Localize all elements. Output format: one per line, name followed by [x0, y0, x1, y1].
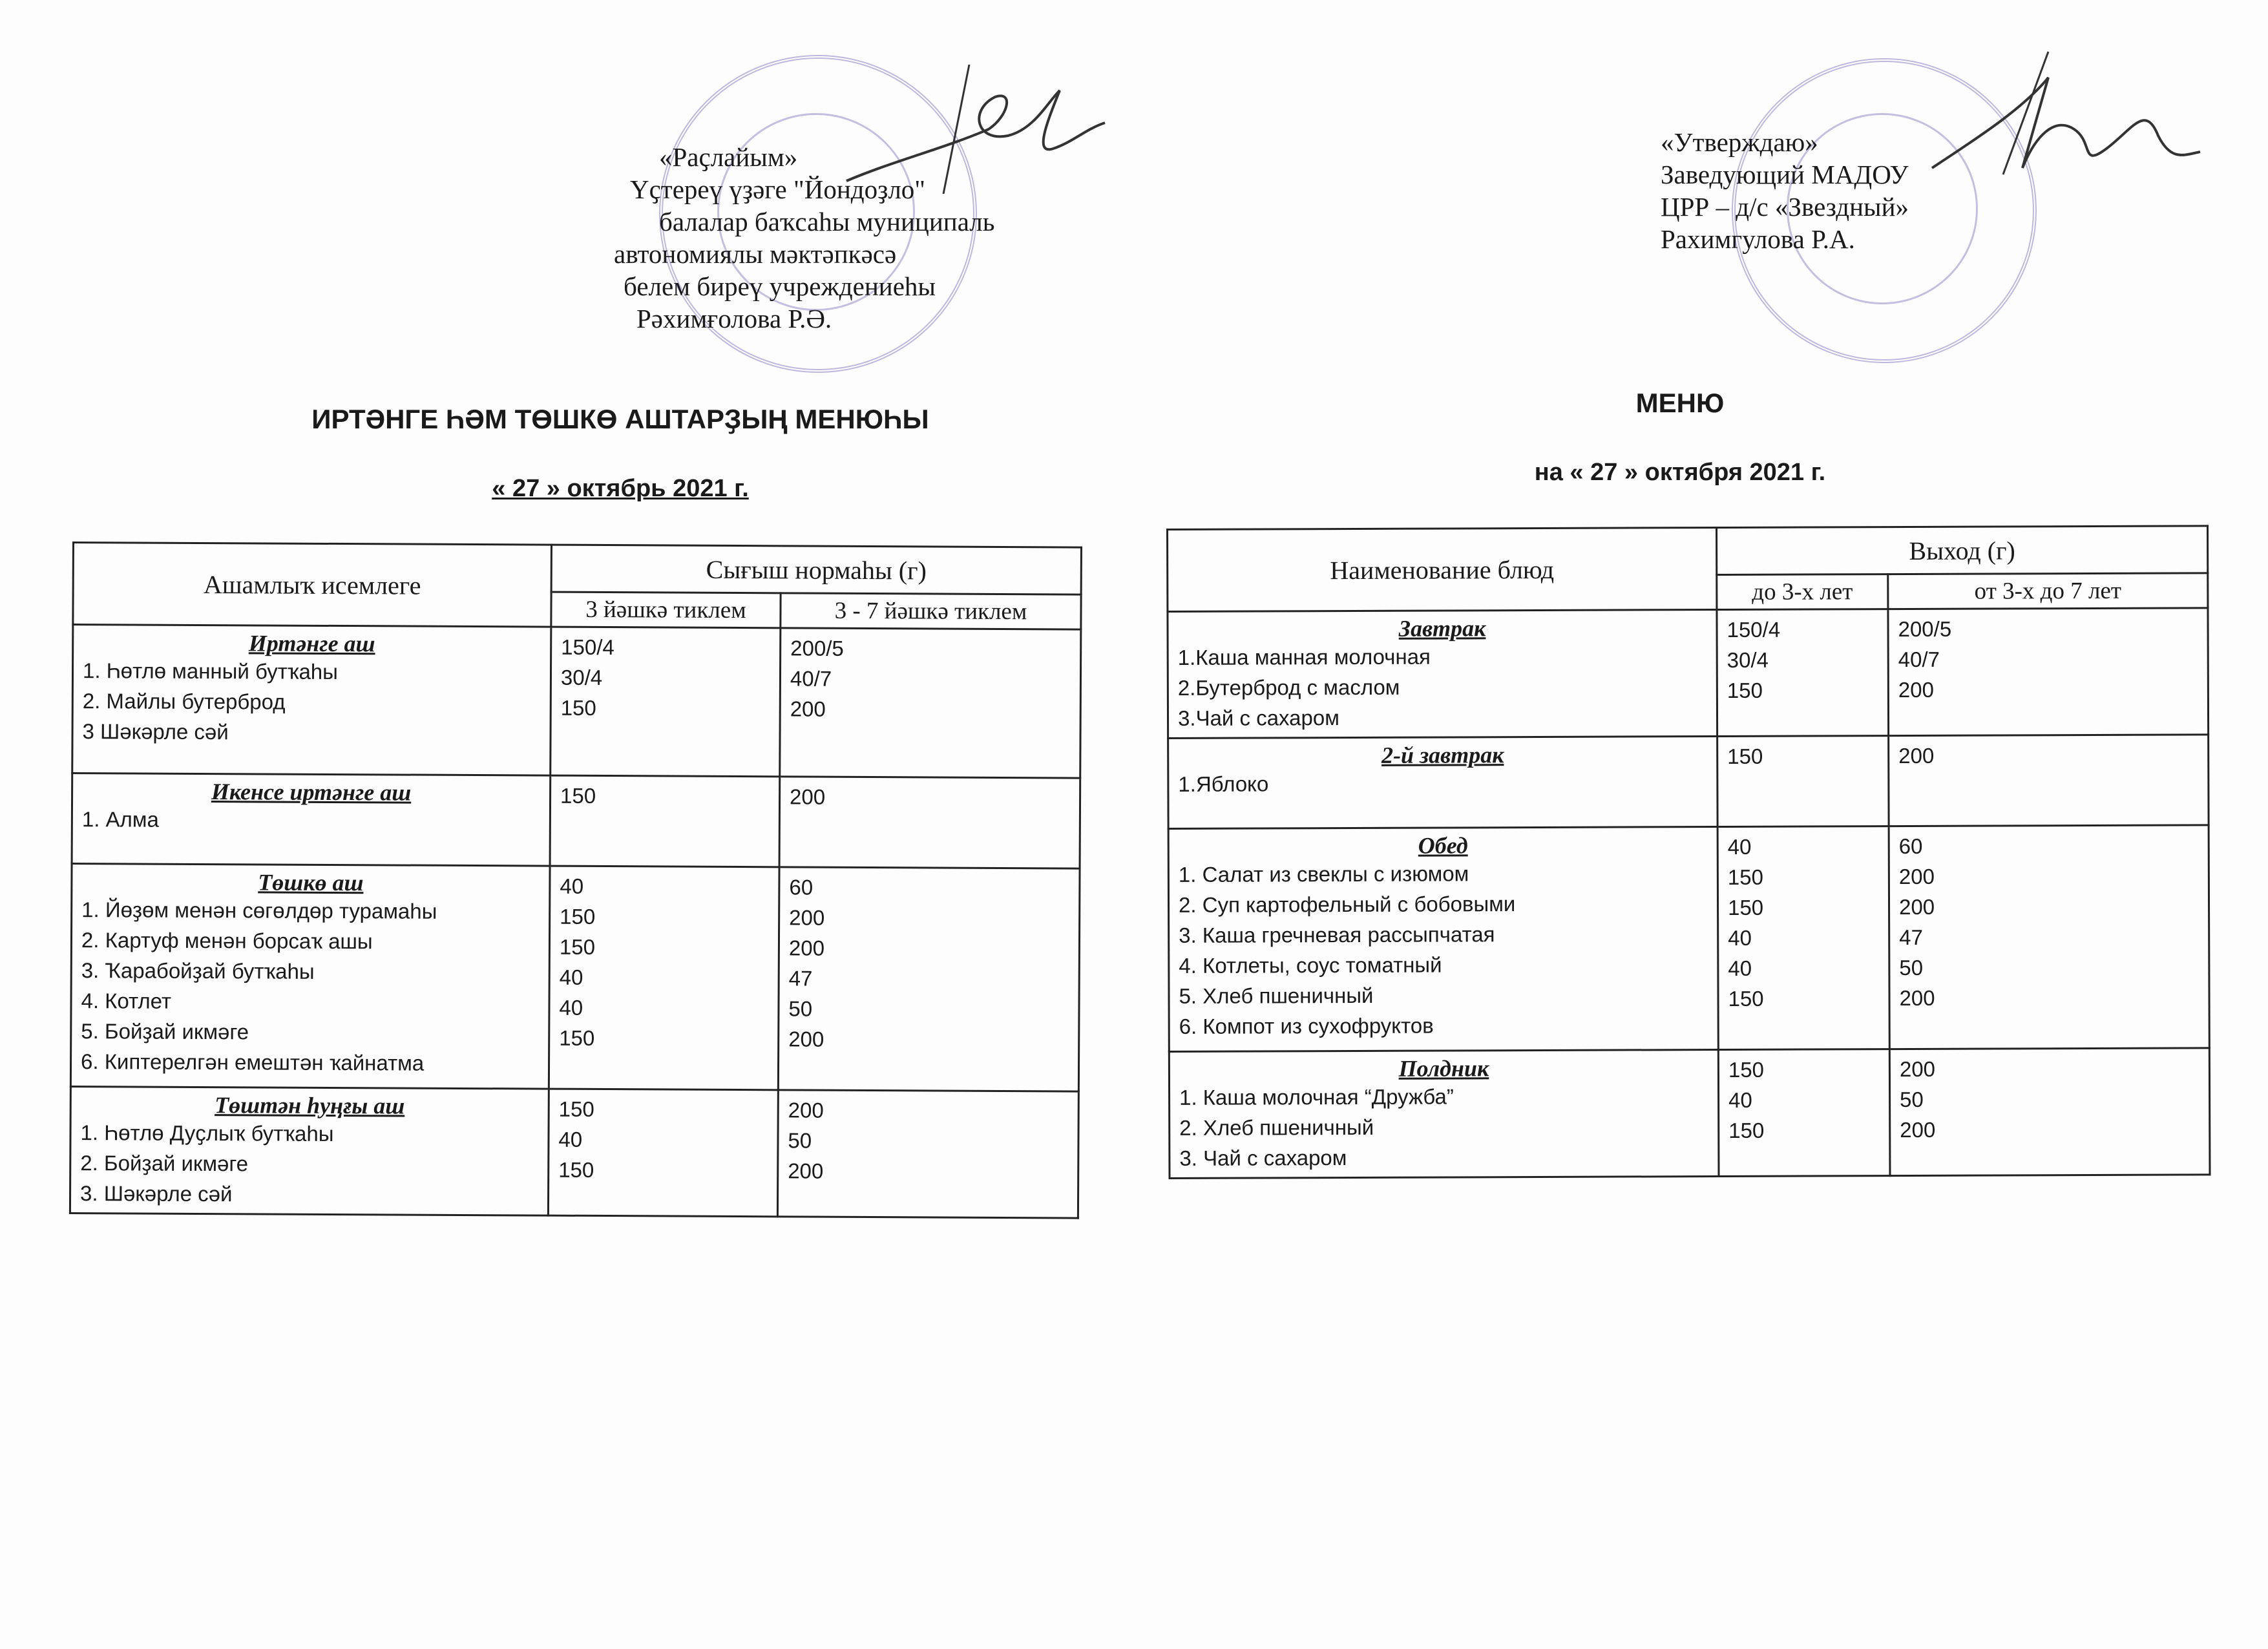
portion-value: 150: [1728, 1057, 1765, 1082]
meal-name: Төшкө аш: [258, 869, 364, 896]
portion-value: 40/7: [1898, 647, 1940, 672]
portion-value: 200: [788, 1098, 824, 1122]
portion-value: 150: [1728, 1118, 1765, 1142]
portion-value: 50: [1899, 955, 1924, 980]
column-header-age1: до 3-х лет: [1717, 574, 1888, 610]
values-age2: [1889, 825, 2209, 1049]
table-row: [1168, 735, 2209, 829]
portion-value: 40: [559, 965, 583, 989]
approval-line: автономиялы мәктәпкәсә: [614, 239, 897, 269]
meal-name: 2-й завтрак: [1381, 742, 1504, 768]
values-age1: [1717, 736, 1889, 827]
portion-value: 200: [1898, 894, 1935, 919]
menu-title-right: МЕНЮ: [1635, 388, 1725, 418]
approval-line: ЦРР – д/с «Звездный»: [1661, 192, 1909, 222]
portion-value: 200: [1899, 1056, 1936, 1082]
column-header-dish: Ашамлыҡ исемлеге: [73, 543, 552, 627]
portion-value: 200: [788, 936, 825, 960]
values-age2: [1889, 1048, 2210, 1176]
values-age1: [1717, 826, 1889, 1050]
meal-name: Полдник: [1398, 1055, 1489, 1082]
meal-cell: [72, 773, 551, 867]
values-age2: [1888, 608, 2209, 736]
dish-item: 5. Бойҙай икмәге: [81, 1019, 249, 1044]
meal-name: Завтрак: [1398, 615, 1486, 642]
table-row: [72, 773, 1080, 869]
table-row: [1168, 825, 2209, 1052]
dish-item: 3.Чай с сахаром: [1177, 706, 1339, 730]
values-age1: [549, 866, 779, 1090]
menu-date-left: « 27 » октябрь 2021 г.: [492, 475, 749, 502]
values-age2: [778, 867, 1080, 1091]
dish-item: 5. Хлеб пшеничный: [1179, 983, 1374, 1008]
portion-value: 200: [789, 905, 825, 930]
portion-value: 150: [560, 904, 596, 929]
portion-value: 150: [1727, 865, 1764, 889]
approval-line: Рәхимғолова Р.Ә.: [636, 304, 832, 333]
portion-value: 200: [1898, 864, 1935, 889]
portion-value: 40: [1728, 956, 1752, 980]
portion-value: 150/4: [561, 635, 614, 660]
dish-item: 6. Компот из сухофруктов: [1179, 1013, 1434, 1038]
meal-cell: [70, 864, 550, 1089]
dish-item: 3. Ҡарабойҙай бутҡаһы: [81, 958, 315, 983]
portion-value: 60: [1898, 834, 1923, 859]
portion-value: 47: [788, 966, 813, 991]
dish-item: 2. Картуф менән борсаҡ ашы: [81, 928, 373, 954]
dish-item: 1. Каша молочная “Дружба”: [1179, 1084, 1454, 1109]
values-age1: [550, 775, 780, 867]
portion-value: 150: [558, 1097, 594, 1121]
portion-value: 30/4: [1727, 647, 1769, 672]
portion-value: 200: [1898, 743, 1935, 768]
dish-item: 2. Майлы бутерброд: [82, 689, 286, 714]
portion-value: 40: [1728, 1087, 1752, 1112]
menu-title-left: ИРТӘНГЕ ҺӘМ ТӨШКӨ АШТАРҘЫҢ МЕНЮҺЫ: [311, 404, 929, 434]
dish-item: 2. Бойҙай икмәге: [80, 1151, 249, 1176]
values-age1: [548, 1089, 778, 1217]
portion-value: 200: [1899, 985, 1935, 1011]
approval-block-left: [614, 141, 994, 335]
menu-table-left: [69, 541, 1082, 1219]
signature-right: [1926, 39, 2203, 187]
values-age2: [1889, 735, 2209, 826]
meal-cell: [1168, 610, 1717, 739]
portion-value: 150: [1728, 986, 1764, 1011]
dish-item: 3. Шәкәрле сәй: [79, 1181, 233, 1206]
values-age1: [551, 627, 781, 777]
portion-value: 200: [790, 697, 826, 721]
meal-cell: [70, 1086, 549, 1215]
values-age2: [777, 1090, 1078, 1218]
meal-cell: [1168, 827, 1718, 1052]
portion-value: 40: [558, 1127, 583, 1151]
portion-value: 50: [788, 1128, 812, 1153]
dish-item: 1.Каша манная молочная: [1177, 644, 1431, 669]
dish-item: 1. Алма: [81, 807, 159, 832]
portion-value: 50: [788, 996, 813, 1021]
dish-item: 2.Бутерброд с маслом: [1177, 675, 1400, 700]
dish-item: 6. Киптерелгән емештән ҡайнатма: [80, 1049, 425, 1075]
meal-name: Иртәнге аш: [248, 630, 375, 657]
portion-value: 200: [788, 1027, 824, 1051]
portion-value: 40: [559, 995, 583, 1020]
meal-name: Төштән һуңғы аш: [215, 1092, 405, 1119]
meal-cell: [1168, 737, 1717, 829]
portion-value: 200/5: [1898, 616, 1952, 642]
portion-value: 150/4: [1727, 617, 1781, 642]
column-header-age2: от 3-х до 7 лет: [1888, 573, 2208, 609]
approval-line: балалар баҡсаһы муниципаль: [659, 207, 995, 236]
approval-line: Үҫтереү үҙәге "Йондоҙло": [630, 174, 926, 204]
table-row: [72, 625, 1081, 779]
approval-line: Рахимгулова Р.А.: [1661, 224, 1855, 254]
portion-value: 150: [1727, 895, 1764, 919]
column-header-output: Сығыш нормаһы (г): [551, 545, 1081, 594]
column-header-dish: Наименование блюд: [1168, 528, 1717, 612]
dish-item: 4. Котлет: [81, 989, 172, 1013]
dish-item: 2. Хлеб пшеничный: [1179, 1115, 1374, 1140]
approval-line: белем биреү учреждениеһы: [624, 271, 936, 301]
meal-cell: [72, 625, 551, 776]
column-header-output: Выход (г): [1717, 526, 2208, 575]
portion-value: 150: [559, 1025, 595, 1050]
approval-block-right: [1661, 126, 1909, 255]
portion-value: 200: [1900, 1117, 1936, 1142]
portion-value: 150: [560, 695, 596, 720]
portion-value: 40: [1728, 925, 1752, 950]
table-row: [70, 1086, 1078, 1218]
values-age1: [1717, 609, 1889, 737]
meal-name: Обед: [1418, 832, 1468, 859]
portion-value: 150: [558, 1157, 594, 1182]
menu-date-right: на « 27 » октября 2021 г.: [1534, 459, 1826, 486]
values-age1: [1718, 1049, 1890, 1177]
meal-name: Икенсе иртәнге аш: [211, 779, 412, 806]
menu-table-right: [1166, 525, 2211, 1179]
table-row: [70, 864, 1080, 1092]
portion-value: 40/7: [790, 666, 832, 691]
dish-item: 1. Һөтлө манный бутҡаһы: [82, 658, 339, 684]
dish-item: 1.Яблоко: [1178, 772, 1269, 796]
column-header-age2: 3 - 7 йәшкә тиклем: [781, 593, 1081, 629]
portion-value: 50: [1900, 1087, 1924, 1112]
values-age2: [779, 777, 1080, 868]
portion-value: 40: [560, 874, 584, 898]
approval-line: «Раҫлайым»: [659, 142, 798, 172]
portion-value: 150: [1727, 744, 1763, 768]
portion-value: 200: [1898, 677, 1935, 702]
portion-value: 200/5: [790, 636, 844, 660]
approval-line: Заведующий МАДОУ: [1661, 160, 1909, 189]
portion-value: 60: [789, 875, 814, 899]
portion-value: 150: [559, 934, 596, 959]
portion-value: 150: [560, 783, 596, 808]
portion-value: 200: [788, 1159, 824, 1183]
dish-item: 3 Шәкәрле сәй: [82, 719, 229, 744]
dish-item: 3. Каша гречневая рассыпчатая: [1179, 922, 1495, 947]
dish-item: 3. Чай с сахаром: [1179, 1146, 1347, 1170]
portion-value: 47: [1899, 925, 1923, 950]
dish-item: 1. Салат из свеклы с изюмом: [1178, 861, 1469, 887]
column-header-age1: 3 йәшкә тиклем: [551, 592, 781, 628]
meal-cell: [1169, 1050, 1719, 1179]
portion-value: 40: [1727, 834, 1752, 859]
dish-item: 1. Йөҙөм менән сөгөлдөр турамаһы: [81, 898, 437, 923]
dish-item: 1. Һөтлө Дуҫлыҡ бутҡаһы: [80, 1120, 334, 1146]
dish-item: 4. Котлеты, соус томатный: [1179, 952, 1442, 978]
table-row: [1169, 1048, 2210, 1179]
portion-value: 30/4: [560, 665, 603, 690]
portion-value: 200: [789, 784, 826, 809]
dish-item: 2. Суп картофельный с бобовыми: [1178, 892, 1516, 917]
table-row: [1168, 608, 2209, 739]
portion-value: 150: [1727, 678, 1763, 702]
values-age2: [780, 628, 1081, 778]
approval-line: «Утверждаю»: [1661, 127, 1818, 157]
